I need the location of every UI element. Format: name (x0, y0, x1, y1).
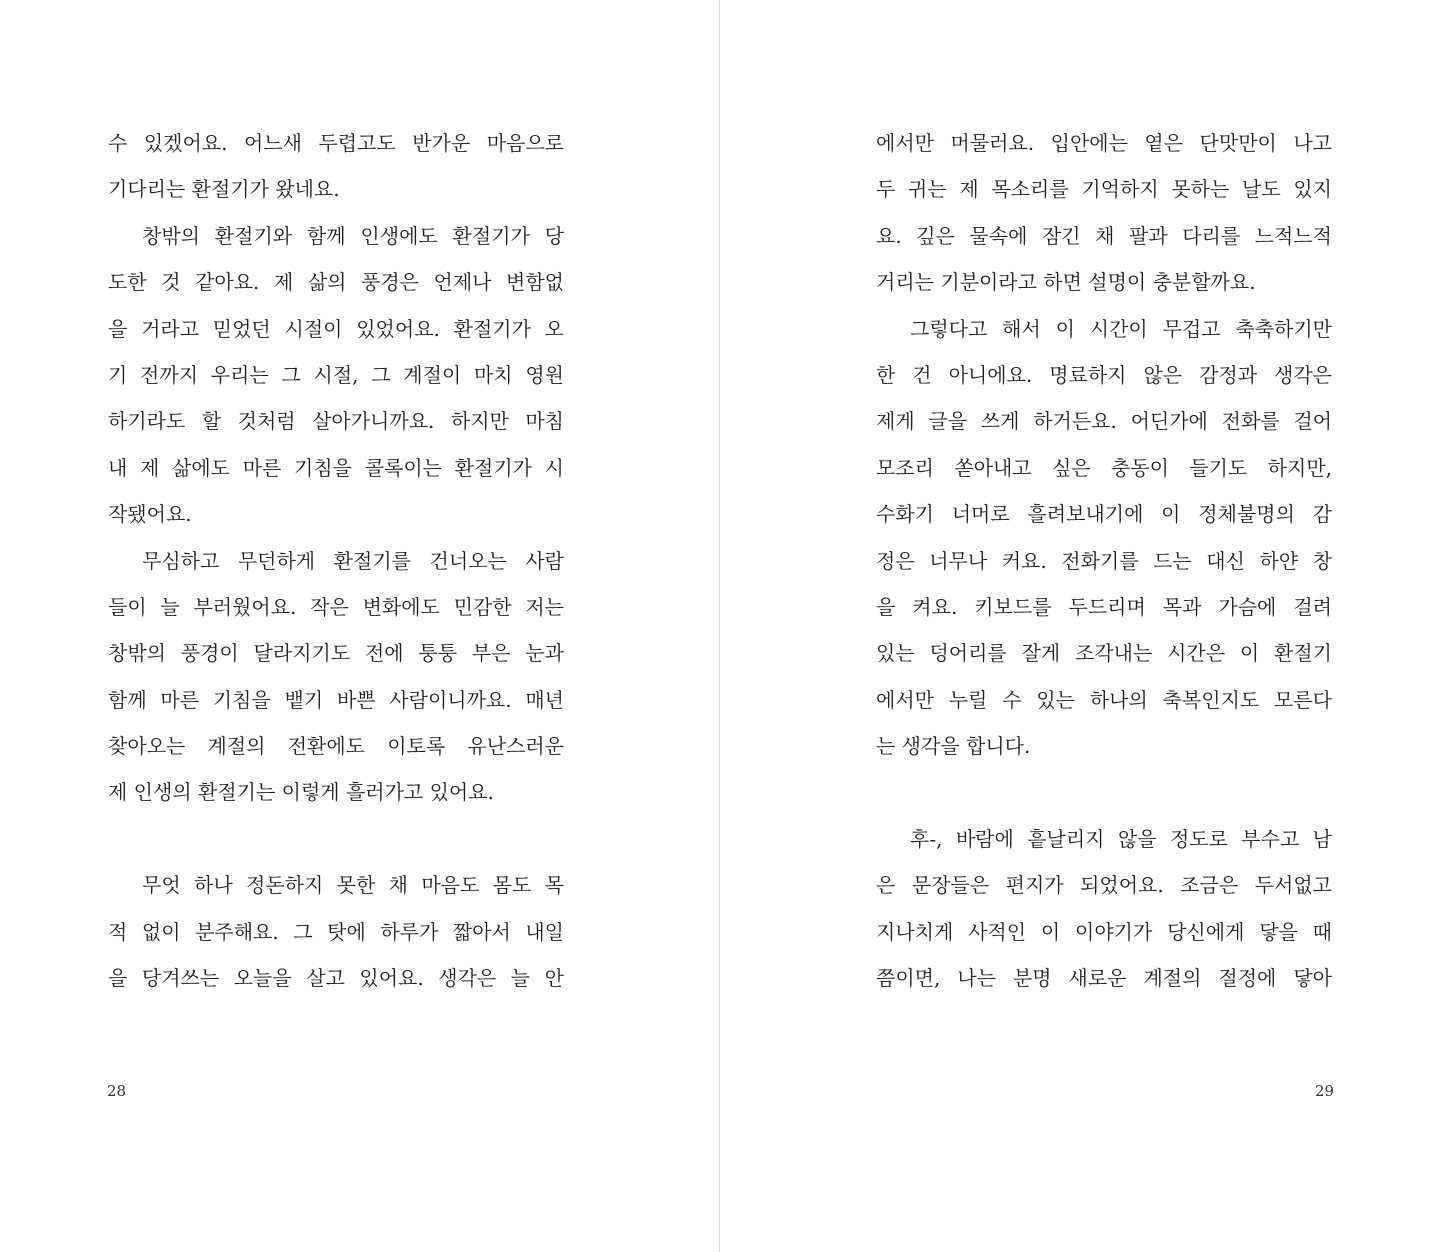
text-line: 창밖의 풍경이 달라지기도 전에 퉁퉁 부은 눈과 (108, 641, 564, 666)
text-line: 는 생각을 합니다. (876, 734, 1031, 759)
text-line: 거리는 기분이라고 하면 설명이 충분할까요. (876, 270, 1256, 295)
text-line: 지나치게 사적인 이 이야기가 당신에게 닿을 때 (876, 919, 1332, 944)
text-line: 그렇다고 해서 이 시간이 무겁고 축축하기만 (910, 316, 1332, 341)
text-line: 적 없이 분주해요. 그 탓에 하루가 짧아서 내일 (108, 919, 564, 944)
text-line: 을 켜요. 키보드를 두드리며 목과 가슴에 걸려 (876, 594, 1332, 619)
text-line: 정은 너무나 커요. 전화기를 드는 대신 하얀 창 (876, 548, 1332, 573)
text-line: 내 제 삶에도 마른 기침을 콜록이는 환절기가 시 (108, 455, 564, 480)
text-line: 한 건 아니에요. 명료하지 않은 감정과 생각은 (876, 362, 1332, 387)
blank-line (876, 769, 1332, 815)
text-line: 을 당겨쓰는 오늘을 살고 있어요. 생각은 늘 안 (108, 966, 564, 991)
text-line: 찾아오는 계절의 전환에도 이토록 유난스러운 (108, 734, 564, 759)
text-line: 무엇 하나 정돈하지 못한 채 마음도 몸도 목 (142, 873, 564, 898)
text-line: 모조리 쏟아내고 싶은 충동이 들기도 하지만, (876, 455, 1332, 480)
text-line: 들이 늘 부러웠어요. 작은 변화에도 민감한 저는 (108, 594, 564, 619)
text-line: 쯤이면, 나는 분명 새로운 계절의 절정에 닿아 (876, 966, 1332, 991)
text-line: 두 귀는 제 목소리를 기억하지 못하는 날도 있지 (876, 177, 1332, 202)
text-line: 제게 글을 쓰게 하거든요. 어딘가에 전화를 걸어 (876, 409, 1332, 434)
text-line: 무심하고 무던하게 환절기를 건너오는 사람 (142, 548, 564, 573)
text-line: 은 문장들은 편지가 되었어요. 조금은 두서없고 (876, 873, 1332, 898)
text-line: 하기라도 할 것처럼 살아가니까요. 하지만 마침 (108, 409, 564, 434)
text-line: 에서만 누릴 수 있는 하나의 축복인지도 모른다 (876, 687, 1332, 712)
text-line: 후-, 바람에 흩날리지 않을 정도로 부수고 남 (910, 826, 1332, 851)
text-line: 기 전까지 우리는 그 시절, 그 계절이 마치 영원 (108, 362, 564, 387)
text-line: 수 있겠어요. 어느새 두렵고도 반가운 마음으로 (108, 131, 564, 155)
text-line: 창밖의 환절기와 함께 인생에도 환절기가 당 (142, 223, 564, 248)
text-line: 요. 깊은 물속에 잠긴 채 팔과 다리를 느적느적 (876, 223, 1332, 248)
page-number: 29 (1315, 1082, 1335, 1100)
left-page (0, 0, 719, 1252)
page-number: 28 (107, 1082, 127, 1100)
text-line: 기다리는 환절기가 왔네요. (108, 177, 340, 202)
text-line: 작됐어요. (108, 502, 192, 527)
text-line: 수화기 너머로 흘려보내기에 이 정체불명의 감 (876, 502, 1332, 527)
right-page-body (876, 120, 1332, 1001)
left-page-body (108, 120, 564, 1001)
right-page (720, 0, 1446, 1252)
text-line: 도한 것 같아요. 제 삶의 풍경은 언제나 변함없 (108, 270, 564, 295)
text-line: 을 거라고 믿었던 시절이 있었어요. 환절기가 오 (108, 316, 564, 341)
text-line: 있는 덩어리를 잘게 조각내는 시간은 이 환절기 (876, 641, 1332, 666)
text-line: 함께 마른 기침을 뱉기 바쁜 사람이니까요. 매년 (108, 687, 564, 712)
text-line: 에서만 머물러요. 입안에는 옅은 단맛만이 나고 (876, 131, 1332, 155)
text-line: 제 인생의 환절기는 이렇게 흘러가고 있어요. (108, 780, 494, 805)
blank-line (108, 816, 564, 862)
